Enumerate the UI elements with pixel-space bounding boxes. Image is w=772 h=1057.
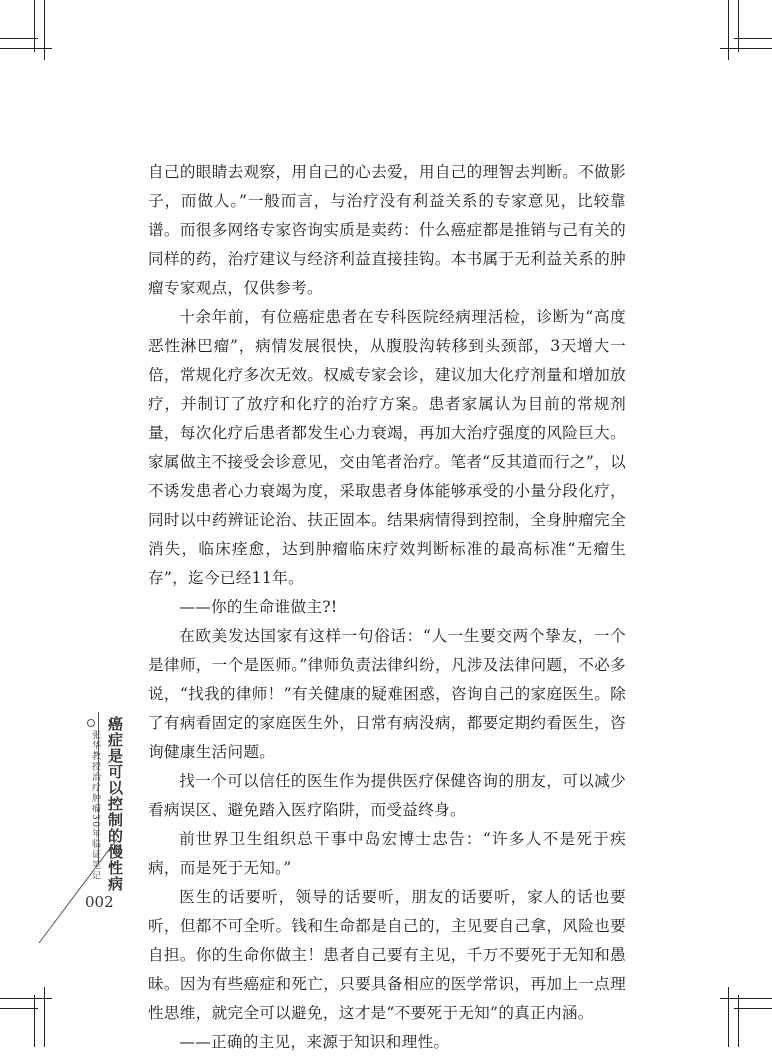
side-title-ornament <box>87 719 95 727</box>
crop-mark-bottom-left-h2 <box>0 998 52 999</box>
page-body <box>148 158 626 1057</box>
paragraph: 十余年前，有位癌症患者在专科医院经病理活检，诊断为“高度恶性淋巴瘤”，病情发展很快，从腹股沟转移到头颈部，3天增大一倍，常规化疗多次无效。权威专家会诊，建议加大化疗剂量和增加放疗，并制订了放疗和化疗的治疗方案。患者家属认为目前的常规剂量，每次化疗后患者都发生心力衰竭，再加大治疗强度的风险巨大。家属做主不接受会诊意见，交由笔者治疗。笔者“反其道而行之”，以不诱发患者心力衰竭为度，采取患者身体能够承受的小量分段化疗，同时以中药辨证论治、扶正固本。结果病情得到控制，全身肿瘤完全消失，临床痊愈，达到肿瘤临床疗效判断标准的最高标准“无瘤生存”，迄今已经11年。 <box>148 308 626 587</box>
crop-mark-bottom-right-v2 <box>738 995 739 1047</box>
crop-mark-bottom-left-v2 <box>44 987 45 1047</box>
crop-mark-bottom-right-v <box>728 987 729 1047</box>
paragraph: ——正确的主见，来源于知识和理性。 <box>179 1033 450 1051</box>
paragraph: 找一个可以信任的医生作为提供医疗保健咨询的朋友，可以减少看病误区、避免踏入医疗陷阱，而受益终身。 <box>148 772 626 819</box>
crop-mark-top-left-h2 <box>0 48 52 49</box>
crop-mark-top-right-v <box>728 0 729 60</box>
page-number: 002 <box>85 893 114 911</box>
paragraph: 自己的眼睛去观察，用自己的心去爱，用自己的理智去判断。不做影子，而做人。”一般而言，与治疗没有利益关系的专家意见，比较靠谱。而很多网络专家咨询实质是卖药：什么癌症都是推销与己有关的同样的药，治疗建议与经济利益直接挂钩。本书属于无利益关系的肿瘤专家观点，仅供参考。 <box>148 163 626 297</box>
paragraph: 在欧美发达国家有这样一句俗话：“人一生要交两个挚友，一个是律师，一个是医师。”律师负责法律纠纷，凡涉及法律问题，不必多说，“找我的律师！”有关健康的疑难困惑，咨询自己的家庭医生。除了有病看固定的家庭医生外，日常有病没病，都要定期约看医生，咨询健康生活问题。 <box>148 627 626 761</box>
crop-mark-top-right-h2 <box>720 48 772 49</box>
crop-mark-bottom-right-h <box>734 1008 772 1009</box>
paragraph: 医生的话要听，领导的话要听，朋友的话要听，家人的话也要听，但都不可全听。钱和生命都是自己的，主见要自己拿，风险也要自担。你的生命你做主！患者自己要有主见，千万不要死于无知和愚昧。因为有些癌症和死亡，只要具备相应的医学常识，再加上一点理性思维，就完全可以避免，这才是“不要死于无知”的真正内涵。 <box>148 888 626 1022</box>
crop-mark-bottom-left-h <box>0 1008 38 1009</box>
paragraph: ——你的生命谁做主?! <box>179 598 338 616</box>
paragraph: 前世界卫生组织总干事中岛宏博士忠告：“许多人不是死于疾病，而是死于无知。” <box>148 830 626 877</box>
crop-mark-top-right-v2 <box>738 0 739 52</box>
crop-mark-bottom-right-h2 <box>720 998 772 999</box>
crop-mark-bottom-left-v <box>34 995 35 1047</box>
book-title: 癌症是可以控制的慢性病 <box>106 716 124 892</box>
crop-mark-top-right-h <box>734 38 772 39</box>
crop-mark-top-left-v <box>34 0 35 52</box>
crop-mark-top-left-v2 <box>44 0 45 60</box>
crop-mark-top-left-h <box>0 38 38 39</box>
book-subtitle: 张华教授治疗肿瘤30年临证笔记 <box>90 730 100 881</box>
